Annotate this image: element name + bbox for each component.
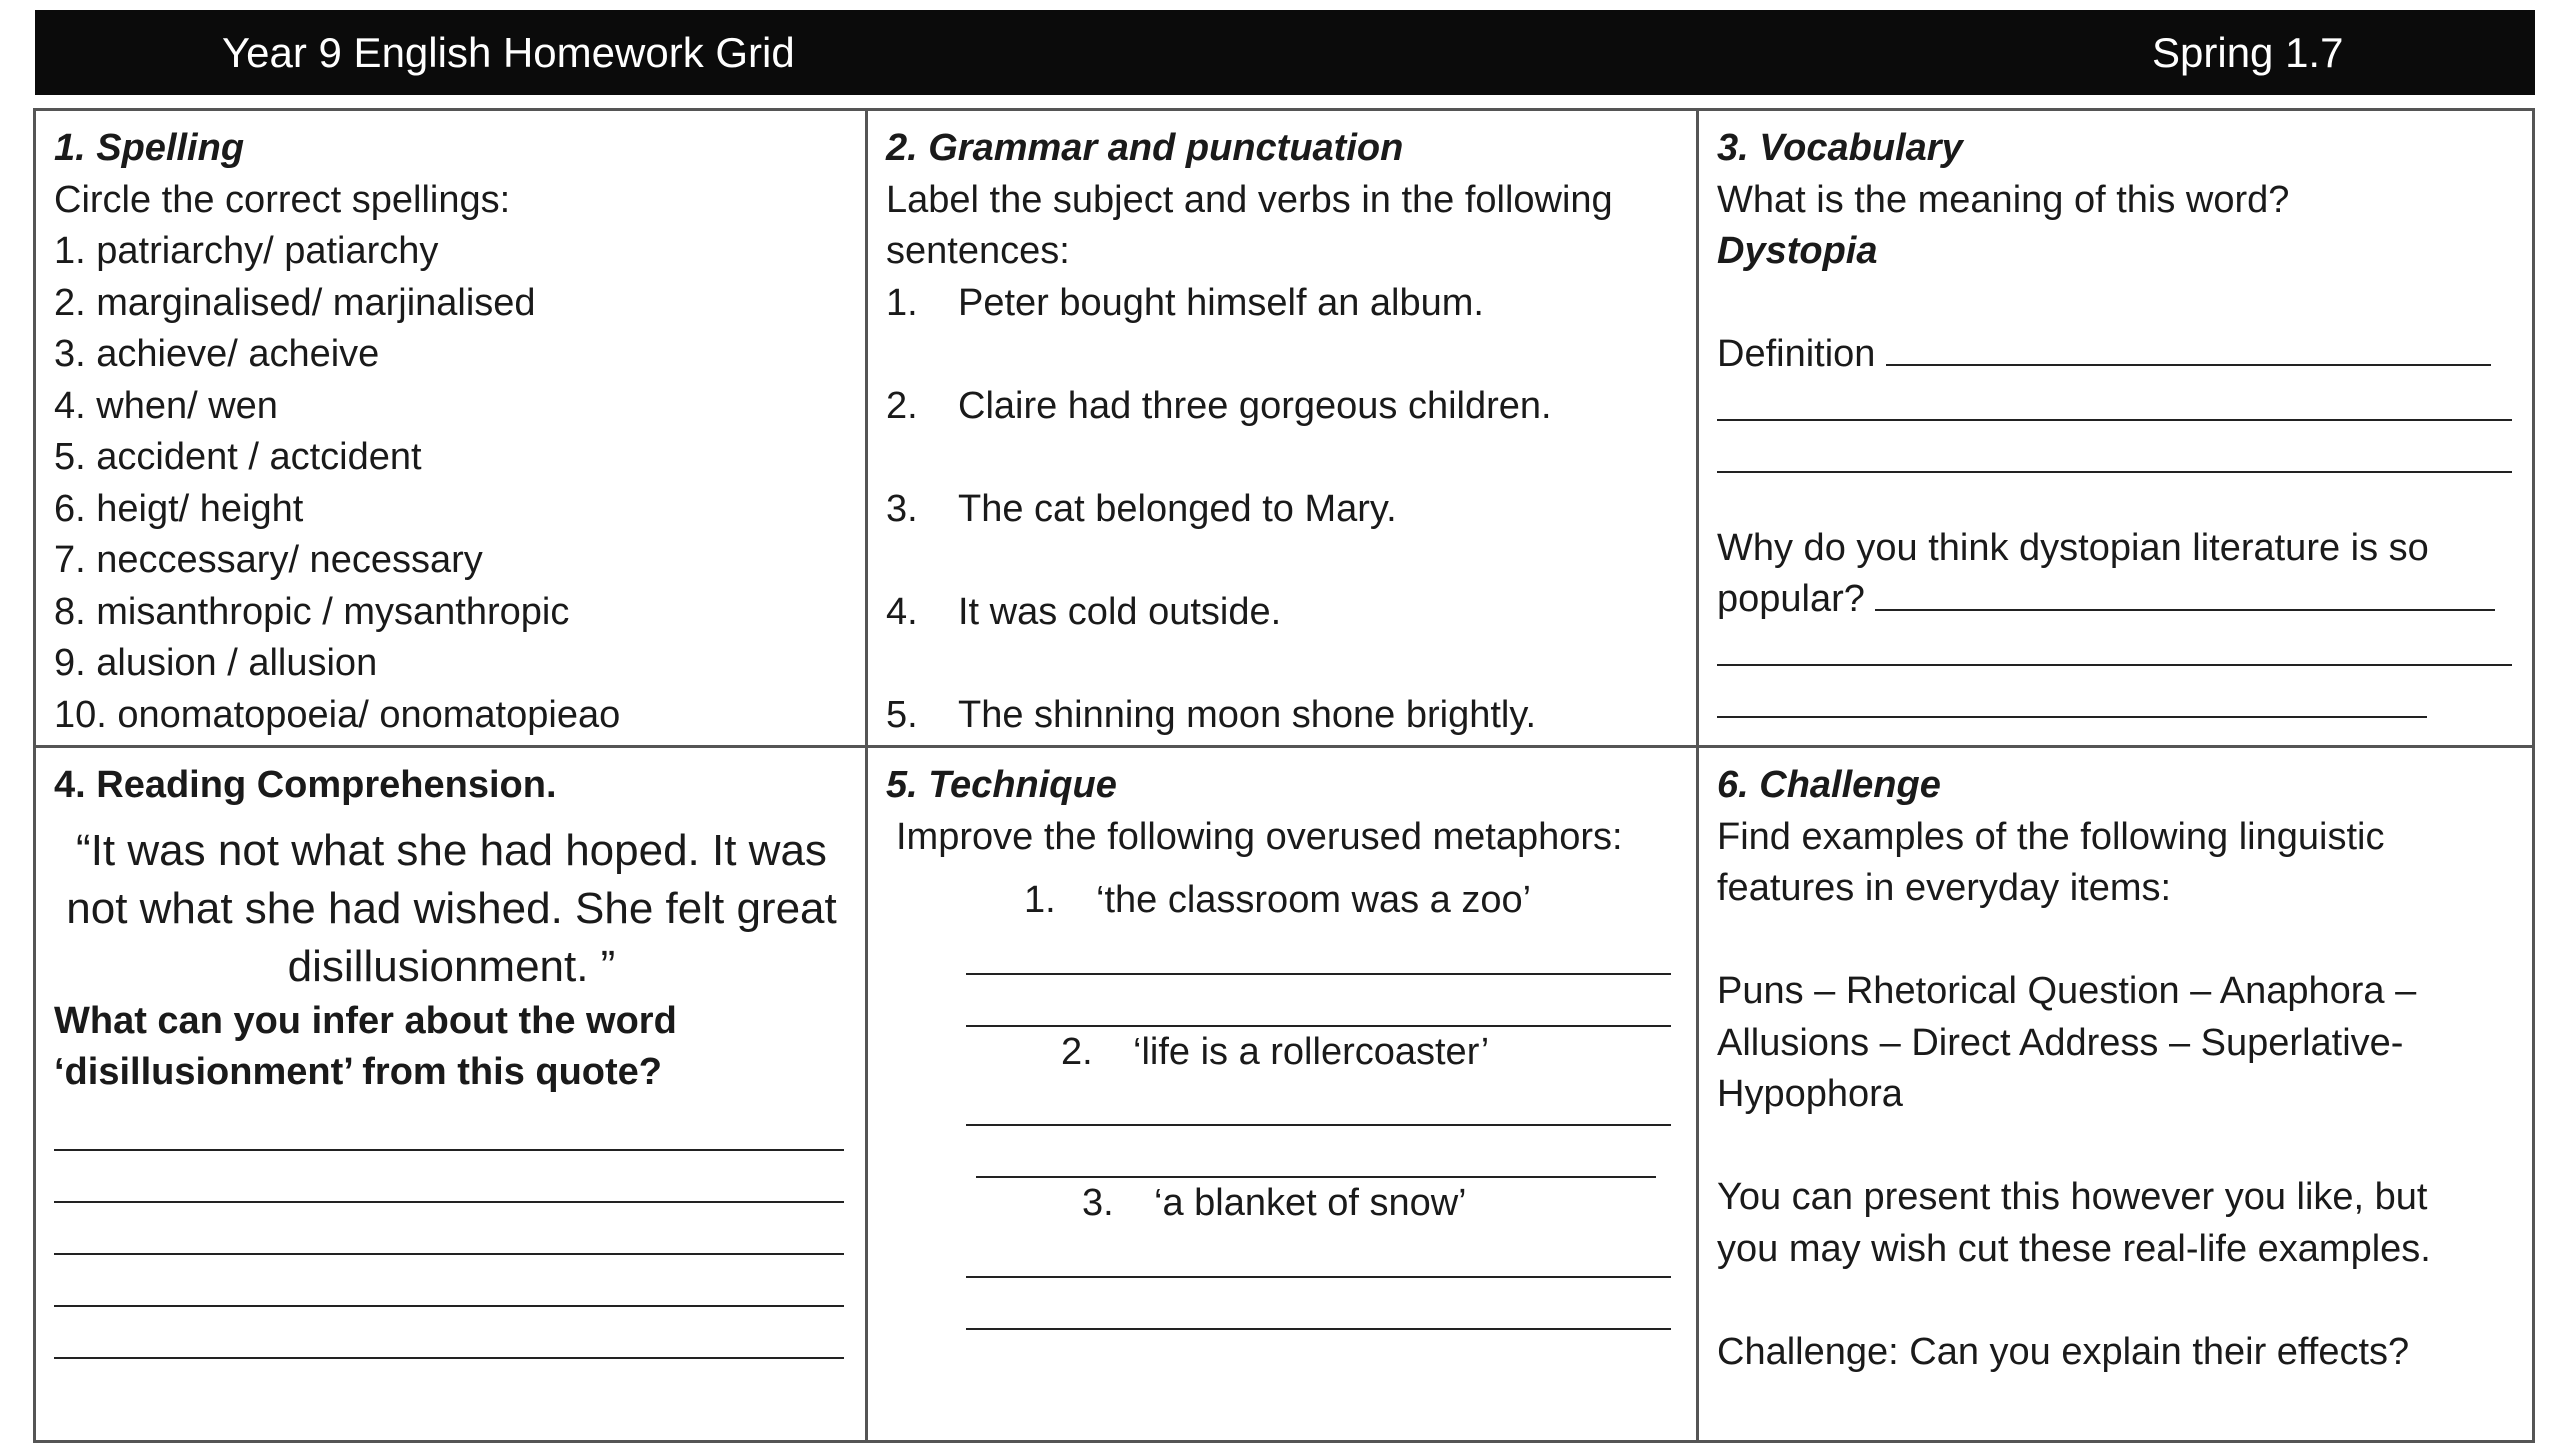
challenge-cell [1699, 748, 2532, 1440]
term-label: Spring 1.7 [2152, 29, 2344, 76]
reading-heading: 4. Reading Comprehension. [54, 764, 557, 806]
grammar-instruction-cont: sentences: [886, 230, 1070, 272]
popular-row [1717, 574, 2516, 626]
spelling-cell [36, 111, 868, 748]
spelling-item[interactable]: 2. marginalised/ marjinalised [54, 281, 536, 324]
vocabulary-word: Dystopia [1717, 230, 1878, 272]
challenge-text: features in everyday items: [1717, 867, 2172, 909]
vocabulary-question-2-cont: popular? [1717, 578, 1865, 620]
grammar-cell [868, 111, 1699, 748]
challenge-text: you may wish cut these real-life examples. [1717, 1227, 2431, 1270]
answer-line[interactable] [1717, 716, 2427, 718]
grammar-heading: 2. Grammar and punctuation [886, 127, 1404, 169]
spelling-item[interactable]: 7. neccessary/ necessary [54, 539, 483, 581]
metaphor-item: 1. ‘the classroom was a zoo’ [1024, 879, 1532, 921]
spelling-heading: 1. Spelling [54, 127, 245, 169]
technique-cell [868, 748, 1699, 1440]
features-list: Hypophora [1717, 1073, 1903, 1115]
reading-cell [36, 748, 868, 1440]
grammar-sentence: 2. Claire had three gorgeous children. [886, 384, 1552, 427]
challenge-text: Find examples of the following linguistic [1717, 815, 2385, 858]
spelling-item[interactable]: 1. patriarchy/ patiarchy [54, 230, 439, 272]
vocabulary-cell [1699, 111, 2532, 748]
spelling-item[interactable]: 8. misanthropic / mysanthropic [54, 590, 570, 633]
challenge-heading: 6. Challenge [1717, 764, 1941, 806]
features-list: Puns – Rhetorical Question – Anaphora – [1717, 970, 2417, 1012]
spelling-item[interactable]: 6. heigt/ height [54, 487, 304, 530]
spelling-item[interactable]: 10. onomatopoeia/ onomatopieao [54, 693, 621, 736]
grammar-sentence: 3. The cat belonged to Mary. [886, 487, 1397, 530]
definition-label: Definition [1717, 333, 1876, 375]
popular-answer-line[interactable] [1875, 609, 2495, 611]
page-title: Year 9 English Homework Grid [222, 29, 795, 76]
metaphor-item: 2. ‘life is a rollercoaster’ [1061, 1030, 1490, 1073]
grammar-instruction: Label the subject and verbs in the following [886, 178, 1613, 221]
vocabulary-heading: 3. Vocabulary [1717, 127, 1963, 169]
grammar-sentence: 4. It was cold outside. [886, 590, 1282, 633]
spelling-instruction: Circle the correct spellings: [54, 178, 511, 221]
definition-row [1717, 329, 2516, 381]
reading-quote: “It was not what she had hoped. It was not what she had wished. She felt great disillusionment. ” [66, 825, 837, 991]
grammar-sentence: 1. Peter bought himself an album. [886, 281, 1484, 324]
grammar-sentence: 5. The shinning moon shone brightly. [886, 693, 1537, 736]
reading-question: What can you infer about the word [54, 999, 677, 1042]
challenge-text: You can present this however you like, but [1717, 1176, 2428, 1218]
technique-instruction: Improve the following overused metaphors: [896, 815, 1623, 858]
reading-question-cont: ‘disillusionment’ from this quote? [54, 1051, 663, 1093]
vocabulary-question-2: Why do you think dystopian literature is so [1717, 526, 2429, 569]
homework-grid [33, 108, 2535, 1443]
spelling-item[interactable]: 3. achieve/ acheive [54, 333, 380, 375]
answer-line[interactable] [966, 1328, 1671, 1330]
answer-line[interactable] [54, 1357, 844, 1359]
vocabulary-question: What is the meaning of this word? [1717, 178, 2290, 221]
metaphor-item: 3. ‘a blanket of snow’ [1082, 1182, 1467, 1224]
spelling-item[interactable]: 4. when/ wen [54, 384, 278, 427]
header-bar [35, 10, 2535, 95]
definition-answer-line[interactable] [1886, 364, 2491, 366]
challenge-final: Challenge: Can you explain their effects? [1717, 1330, 2410, 1373]
spelling-item[interactable]: 9. alusion / allusion [54, 642, 378, 684]
features-list: Allusions – Direct Address – Superlative- [1717, 1021, 2404, 1064]
technique-heading: 5. Technique [886, 764, 1117, 806]
spelling-item[interactable]: 5. accident / actcident [54, 436, 422, 478]
